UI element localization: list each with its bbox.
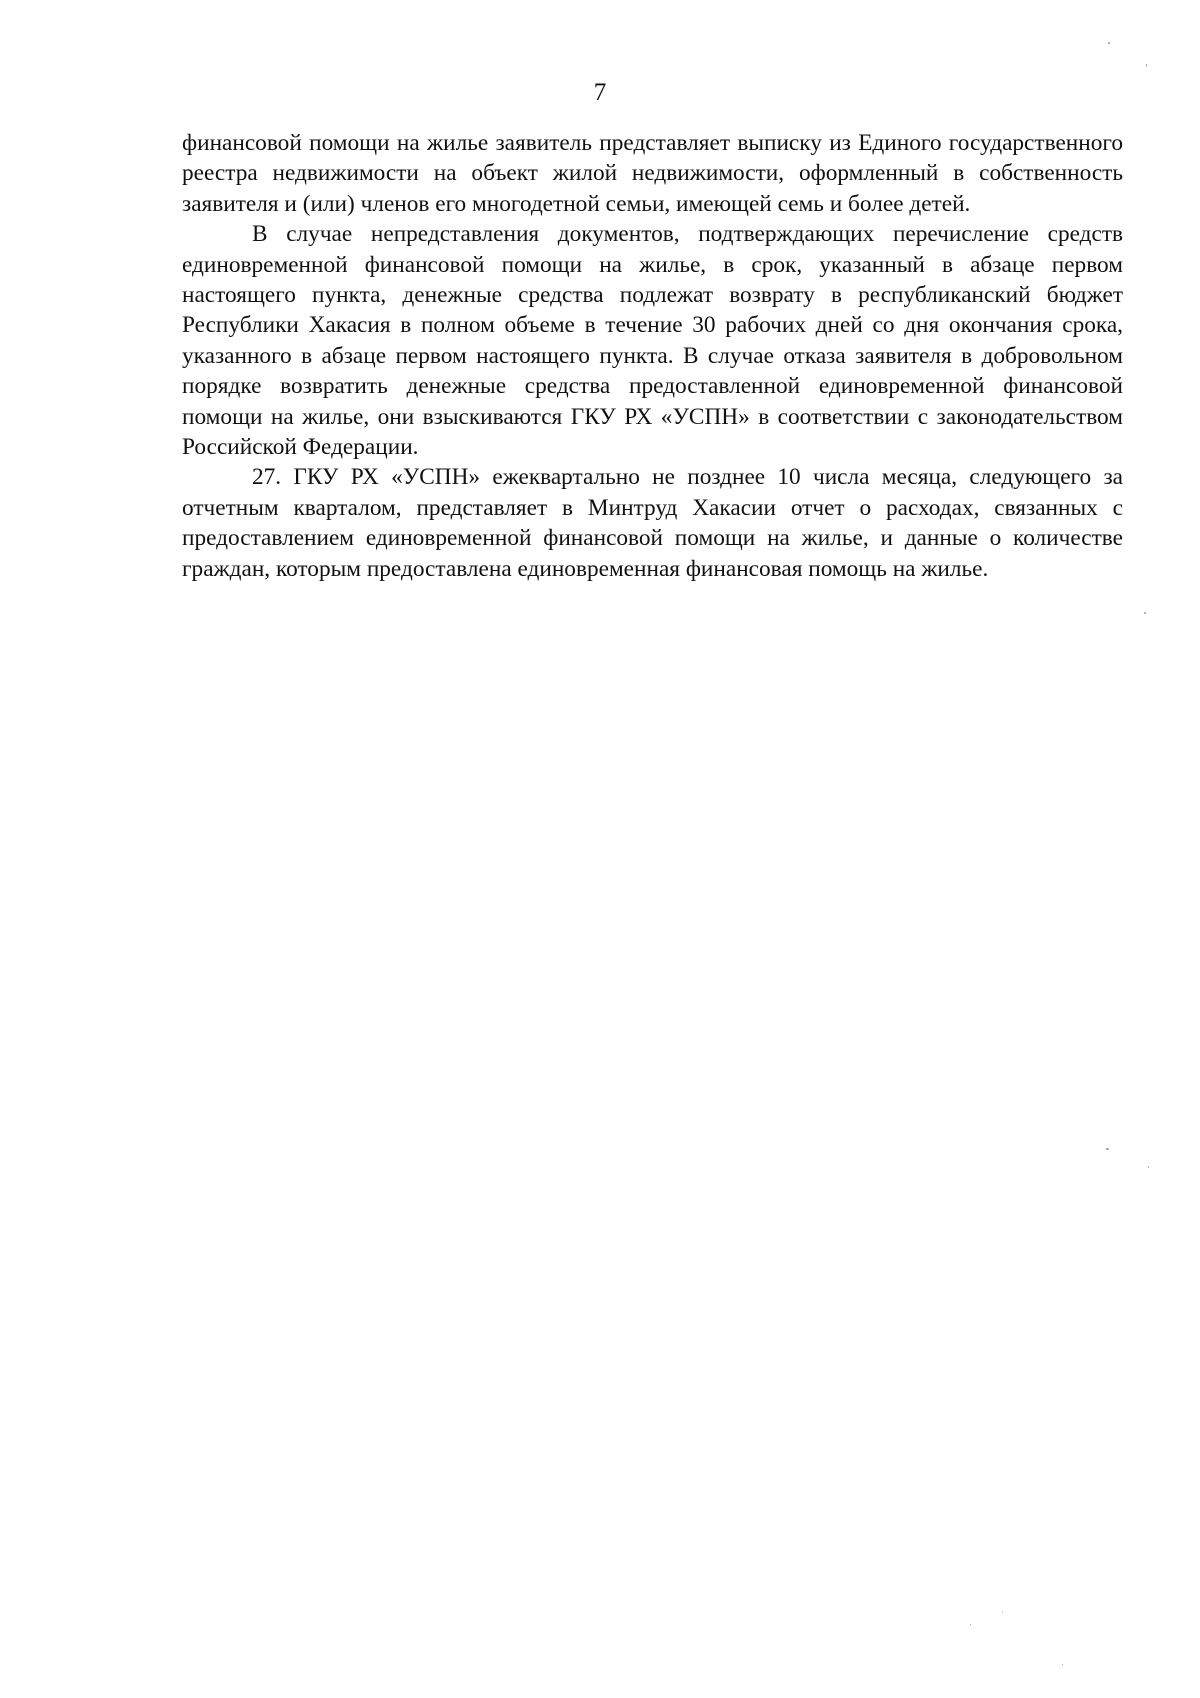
paragraph-nonsubmission: В случае непредставления документов, подтверждающих перечисление средств единовременной финансовой помощи на жилье, в срок, указанный в абзаце первом настоящего пункта, денежные средства подлежат возврату в республиканский бюджет Республики Хакасия в полном объеме в течение 30 рабочих дней со дня окончания срока, указанного в абзаце первом настоящего пункта. В случае отказа заявителя в добровольном порядке возвратить денежные средства предоставленной единовременной финансовой помощи на жилье, они взыскиваются ГКУ РХ «УСПН» в соответствии с законодательством Российской Федерации. xyxy=(182,221,1123,461)
document-body xyxy=(182,128,1123,584)
scan-speck xyxy=(1146,64,1147,67)
scan-speck xyxy=(1108,42,1110,44)
scan-speck xyxy=(1144,612,1146,614)
scan-speck xyxy=(1106,1148,1109,1150)
scan-speck xyxy=(1148,1166,1149,1168)
paragraph-continuation: финансовой помощи на жилье заявитель представляет выписку из Единого государственного реестра недвижимости на объект жилой недвижимости, оформленный в собственность заявителя и (или) членов его многодетной семьи, имеющей семь и более детей. xyxy=(182,130,1123,217)
scan-speck xyxy=(970,1624,971,1625)
page-number: 7 xyxy=(593,79,607,106)
scan-speck xyxy=(1002,1612,1003,1613)
scan-speck xyxy=(1062,1664,1063,1665)
paragraph-item-27: 27. ГКУ РХ «УСПН» ежеквартально не позднее 10 числа месяца, следующего за отчетным кварталом, представляет в Минтруд Хакасии отчет о расходах, связанных с предоставлением единовременной финансовой помощи на жилье, и данные о количестве граждан, которым предоставлена единовременная финансовая помощь на жилье. xyxy=(182,464,1123,582)
